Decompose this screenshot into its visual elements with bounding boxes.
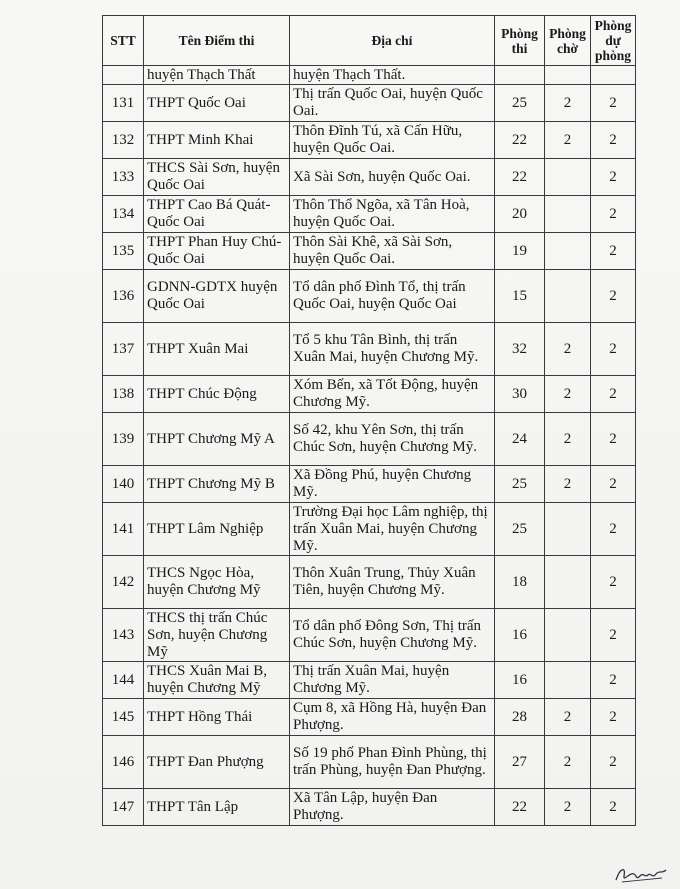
cell-name: THPT Quốc Oai [144,85,290,122]
cell-name: THPT Lâm Nghiệp [144,503,290,556]
cell-waiting: 2 [545,122,591,159]
cell-address: Xã Sài Sơn, huyện Quốc Oai. [290,159,495,196]
cell-name: THPT Đan Phượng [144,736,290,789]
exam-sites-table [102,15,636,826]
cell-stt: 133 [103,159,144,196]
cell-stt: 139 [103,413,144,466]
cell-rooms: 15 [495,270,545,323]
cell-stt: 138 [103,376,144,413]
cell-waiting: 2 [545,413,591,466]
cell-reserve: 2 [591,122,636,159]
cell-waiting: 2 [545,466,591,503]
table-row [103,699,636,736]
cell-address: Tổ dân phố Đông Sơn, Thị trấn Chúc Sơn, huyện Chương Mỹ. [290,609,495,662]
cell-stt [103,66,144,85]
cell-waiting: 2 [545,789,591,826]
cell-name: THPT Chúc Động [144,376,290,413]
cell-name: THPT Phan Huy Chú-Quốc Oai [144,233,290,270]
cell-stt: 135 [103,233,144,270]
cell-rooms: 22 [495,159,545,196]
table-row [103,159,636,196]
table-row [103,66,636,85]
cell-waiting [545,66,591,85]
cell-name: THPT Xuân Mai [144,323,290,376]
table-row [103,233,636,270]
cell-waiting: 2 [545,85,591,122]
cell-waiting: 2 [545,323,591,376]
cell-waiting [545,556,591,609]
cell-waiting [545,196,591,233]
cell-reserve: 2 [591,413,636,466]
cell-address: Thôn Sài Khê, xã Sài Sơn, huyện Quốc Oai. [290,233,495,270]
header-reserve: Phòng dự phòng [591,16,636,66]
cell-rooms: 27 [495,736,545,789]
cell-reserve: 2 [591,270,636,323]
cell-name: THPT Minh Khai [144,122,290,159]
table-row [103,85,636,122]
cell-rooms: 18 [495,556,545,609]
cell-name: THCS Xuân Mai B, huyện Chương Mỹ [144,662,290,699]
cell-name: THPT Chương Mỹ A [144,413,290,466]
cell-rooms: 20 [495,196,545,233]
table-row [103,789,636,826]
cell-stt: 145 [103,699,144,736]
cell-address: Tổ dân phố Đình Tổ, thị trấn Quốc Oai, huyện Quốc Oai [290,270,495,323]
cell-reserve: 2 [591,609,636,662]
cell-address: huyện Thạch Thất. [290,66,495,85]
cell-stt: 147 [103,789,144,826]
cell-stt: 143 [103,609,144,662]
cell-rooms: 25 [495,503,545,556]
cell-name: THPT Cao Bá Quát-Quốc Oai [144,196,290,233]
table-row [103,466,636,503]
cell-rooms: 19 [495,233,545,270]
cell-reserve: 2 [591,662,636,699]
cell-rooms: 25 [495,85,545,122]
cell-stt: 137 [103,323,144,376]
cell-reserve: 2 [591,466,636,503]
header-name: Tên Điểm thi [144,16,290,66]
cell-stt: 131 [103,85,144,122]
cell-reserve: 2 [591,736,636,789]
cell-rooms [495,66,545,85]
cell-rooms: 32 [495,323,545,376]
cell-rooms: 30 [495,376,545,413]
cell-reserve: 2 [591,556,636,609]
cell-waiting [545,503,591,556]
cell-address: Thôn Xuân Trung, Thủy Xuân Tiên, huyện Chương Mỹ. [290,556,495,609]
table-row [103,122,636,159]
cell-name: THCS Sài Sơn, huyện Quốc Oai [144,159,290,196]
cell-stt: 136 [103,270,144,323]
cell-address: Xã Đồng Phú, huyện Chương Mỹ. [290,466,495,503]
header-stt: STT [103,16,144,66]
cell-rooms: 25 [495,466,545,503]
cell-address: Trường Đại học Lâm nghiệp, thị trấn Xuân Mai, huyện Chương Mỹ. [290,503,495,556]
cell-address: Số 42, khu Yên Sơn, thị trấn Chúc Sơn, huyện Chương Mỹ. [290,413,495,466]
cell-waiting [545,233,591,270]
cell-reserve: 2 [591,376,636,413]
cell-address: Cụm 8, xã Hồng Hà, huyện Đan Phượng. [290,699,495,736]
cell-address: Thôn Đĩnh Tú, xã Cấn Hữu, huyện Quốc Oai. [290,122,495,159]
cell-reserve: 2 [591,159,636,196]
cell-reserve: 2 [591,196,636,233]
cell-waiting [545,662,591,699]
cell-stt: 140 [103,466,144,503]
cell-stt: 141 [103,503,144,556]
cell-stt: 142 [103,556,144,609]
table-row [103,196,636,233]
cell-rooms: 22 [495,122,545,159]
cell-stt: 134 [103,196,144,233]
cell-reserve: 2 [591,233,636,270]
cell-rooms: 22 [495,789,545,826]
cell-reserve: 2 [591,503,636,556]
cell-rooms: 16 [495,662,545,699]
table-header-row [103,16,636,66]
cell-rooms: 28 [495,699,545,736]
cell-rooms: 16 [495,609,545,662]
cell-name: THPT Hồng Thái [144,699,290,736]
cell-reserve: 2 [591,85,636,122]
table-row [103,376,636,413]
cell-address: Thị trấn Quốc Oai, huyện Quốc Oai. [290,85,495,122]
cell-name: THPT Tân Lập [144,789,290,826]
header-rooms: Phòng thi [495,16,545,66]
cell-name: GDNN-GDTX huyện Quốc Oai [144,270,290,323]
cell-address: Thôn Thổ Ngõa, xã Tân Hoà, huyện Quốc Oai. [290,196,495,233]
table-body [103,66,636,826]
table-row [103,736,636,789]
table-row [103,270,636,323]
table-row [103,662,636,699]
header-waiting: Phòng chờ [545,16,591,66]
cell-address: Số 19 phố Phan Đình Phùng, thị trấn Phùng, huyện Đan Phượng. [290,736,495,789]
cell-name: THCS thị trấn Chúc Sơn, huyện Chương Mỹ [144,609,290,662]
table-row [103,413,636,466]
table-row [103,503,636,556]
cell-waiting: 2 [545,736,591,789]
cell-stt: 132 [103,122,144,159]
table-row [103,609,636,662]
cell-waiting [545,270,591,323]
cell-rooms: 24 [495,413,545,466]
cell-address: Tổ 5 khu Tân Bình, thị trấn Xuân Mai, huyện Chương Mỹ. [290,323,495,376]
table-row [103,556,636,609]
cell-reserve: 2 [591,789,636,826]
cell-name: THPT Chương Mỹ B [144,466,290,503]
cell-waiting [545,609,591,662]
table-row [103,323,636,376]
cell-reserve [591,66,636,85]
cell-reserve: 2 [591,323,636,376]
cell-waiting [545,159,591,196]
cell-address: Xóm Bến, xã Tốt Động, huyện Chương Mỹ. [290,376,495,413]
cell-address: Xã Tân Lập, huyện Đan Phượng. [290,789,495,826]
cell-stt: 146 [103,736,144,789]
cell-name: huyện Thạch Thất [144,66,290,85]
cell-stt: 144 [103,662,144,699]
cell-name: THCS Ngọc Hòa, huyện Chương Mỹ [144,556,290,609]
cell-waiting: 2 [545,376,591,413]
cell-waiting: 2 [545,699,591,736]
signature-mark [612,858,672,886]
cell-reserve: 2 [591,699,636,736]
header-address: Địa chỉ [290,16,495,66]
cell-address: Thị trấn Xuân Mai, huyện Chương Mỹ. [290,662,495,699]
